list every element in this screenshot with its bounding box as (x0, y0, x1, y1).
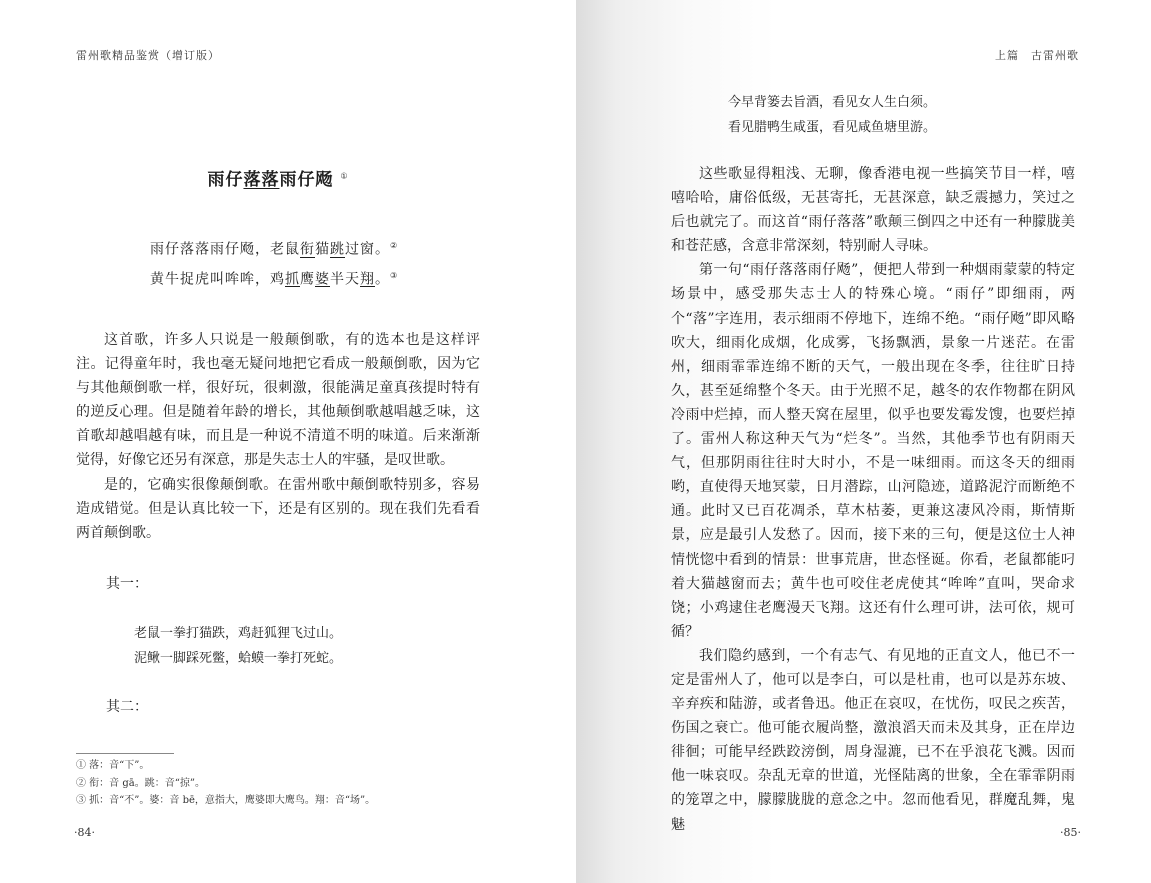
left-body-text (76, 328, 480, 545)
right-paragraph-2: 第一句“雨仔落落雨仔飏”，便把人带到一种烟雨蒙蒙的特定场景中，感受那失志士人的特殊心境。“雨仔”即细雨，两个“落”字连用，表示细雨不停地下，连绵不绝。“雨仔飏”即风略吹大，细雨化成烟，化成雾，飞扬飘洒，景象一片迷茫。在雷州，细雨霏霏连绵不断的天气，一般出现在冬季，往往旷日持久，甚至延绵整个冬天。由于光照不足，越冬的农作物都在阴风冷雨中烂掉，而人整天窝在屋里，似乎也要发霉发馊，也要烂掉了。雷州人称这种天气为“烂冬”。当然，其他季节也有阴雨天气，但那阴雨往往时大时小，不是一味细雨。而这冬天的细雨哟，直使得天地冥蒙，日月潜踪，山河隐迹，道路泥泞而断绝不通。此时又已百花凋杀，草木枯萎，更兼这凄风冷雨，斯情斯景，应是最引人发愁了。因而，接下来的三句，便是这位士人神情恍惚中看到的情景：世事荒唐，世态怪诞。你看，老鼠都能叼着大猫越窗而去；黄牛也可咬住老虎使其“哞哞”直叫，哭命求饶；小鸡逮住老鹰漫天飞翔。这还有什么理可讲，法可依，规可循？ (671, 262, 1075, 640)
example-1-verse (134, 621, 342, 671)
poem-line-2-f: 翔 (360, 271, 375, 288)
footnotes (76, 757, 375, 810)
poem-line-2-d: 婆 (315, 271, 330, 288)
poem-line-1-b: 衔 (300, 241, 315, 258)
poem-line-2-b: 抓 (285, 271, 300, 288)
right-page-number: ·85· (1060, 826, 1081, 839)
example-1-label: 其一： (106, 576, 148, 592)
poem-line-2-a: 黄牛捉虎叫哞哞，鸡 (150, 271, 285, 288)
left-running-head: 雷州歌精品鉴赏（增订版） (76, 49, 220, 62)
poem-line-1-d: 跳 (330, 241, 345, 258)
poem-title-part3: 雨仔飏 (279, 170, 334, 190)
example-2-line-1: 今早背篓去旨酒，看见女人生白须。 (728, 95, 937, 110)
left-paragraph-2: 是的，它确实很像颠倒歌。在雷州歌中颠倒歌特别多，容易造成错觉。但是认真比较一下，还是有区别的。现在我们先看看两首颠倒歌。 (76, 476, 480, 541)
example-1-line-2: 泥鳅一脚踩死鳖，蛤蟆一拳打死蛇。 (134, 651, 343, 666)
footnote-divider (76, 753, 174, 754)
right-running-head: 上篇 古雷州歌 (995, 49, 1079, 62)
example-2-label: 其二： (106, 699, 148, 715)
poem-title-part1: 雨仔 (207, 170, 244, 190)
title-note-marker: ① (340, 171, 349, 181)
left-paragraph-1: 这首歌，许多人只说是一般颠倒歌，有的选本也是这样评注。记得童年时，我也毫无疑问地把它看成一般颠倒歌，因为它与其他颠倒歌一样，很好玩，很刺激，很能满足童真孩提时特有的逆反心理。但是随着年龄的增长，其他颠倒歌越唱越乏味，这首歌却越唱越有味，而且是一种说不清道不明的味道。后来渐渐觉得，好像它还另有深意，那是失志士人的牢骚，是叹世歌。 (76, 332, 480, 469)
poem-line-2-e: 半天 (330, 271, 360, 288)
line2-note-marker: ③ (390, 270, 399, 280)
poem-line-2-c: 鹰 (300, 271, 315, 288)
left-page-number: ·84· (74, 826, 95, 839)
right-paragraph-1: 这些歌显得粗浅、无聊，像香港电视一些搞笑节目一样，嘻嘻哈哈，庸俗低级，无甚寄托，无甚深意，缺乏震撼力，笑过之后也就完了。而这首“雨仔落落”歌颠三倒四之中还有一种朦胧美和苍茫感，含意非常深刻，特别耐人寻味。 (671, 166, 1075, 255)
poem-title (76, 165, 480, 190)
footnote-3: ③ 抓：音“不”。婆：音 bē，意指大，鹰婆即大鹰鸟。翔：音“场”。 (76, 795, 376, 806)
right-paragraph-3: 我们隐约感到，一个有志气、有见地的正直文人，他已不一定是雷州人了，他可以是李白，可以是杜甫，也可以是苏东坡、辛弃疾和陆游，或者鲁迅。他正在哀叹，在忧伤，叹民之疾苦，伤国之衰亡。他可能衣履尚整，激浪滔天而未及其身，正在岸边徘徊；可能早经跌跤滂倒，周身湿漉，已不在乎浪花飞溅。因而他一味哀叹。杂乱无章的世道，光怪陆离的世象，全在霏霏阴雨的笼罩之中，朦朦胧胧的意念之中。忽而他看见，群魔乱舞，鬼魅 (671, 647, 1075, 833)
poem-line-1-e: 过窗。 (345, 241, 390, 258)
example-2-line-2: 看见腊鸭生咸蛋，看见咸鱼塘里游。 (728, 120, 937, 135)
poem-line-1-c: 猫 (315, 241, 330, 258)
poem-line-2-g: 。 (375, 271, 390, 288)
poem-verse (150, 233, 398, 292)
poem-title-part2: 落落 (243, 170, 280, 190)
footnote-2: ② 衔：音 gā。跳：音“掠”。 (76, 777, 205, 789)
example-2-verse (728, 90, 936, 140)
poem-line-1 (150, 233, 398, 263)
right-body-text (671, 162, 1075, 837)
poem-line-2 (150, 263, 398, 293)
example-1-line-1: 老鼠一拳打猫跌，鸡赶狐狸飞过山。 (134, 626, 343, 641)
line1-note-marker: ② (390, 241, 399, 250)
poem-line-1-a: 雨仔落落雨仔飏，老鼠 (150, 241, 300, 258)
footnote-1: ① 落：音“下”。 (76, 760, 150, 771)
